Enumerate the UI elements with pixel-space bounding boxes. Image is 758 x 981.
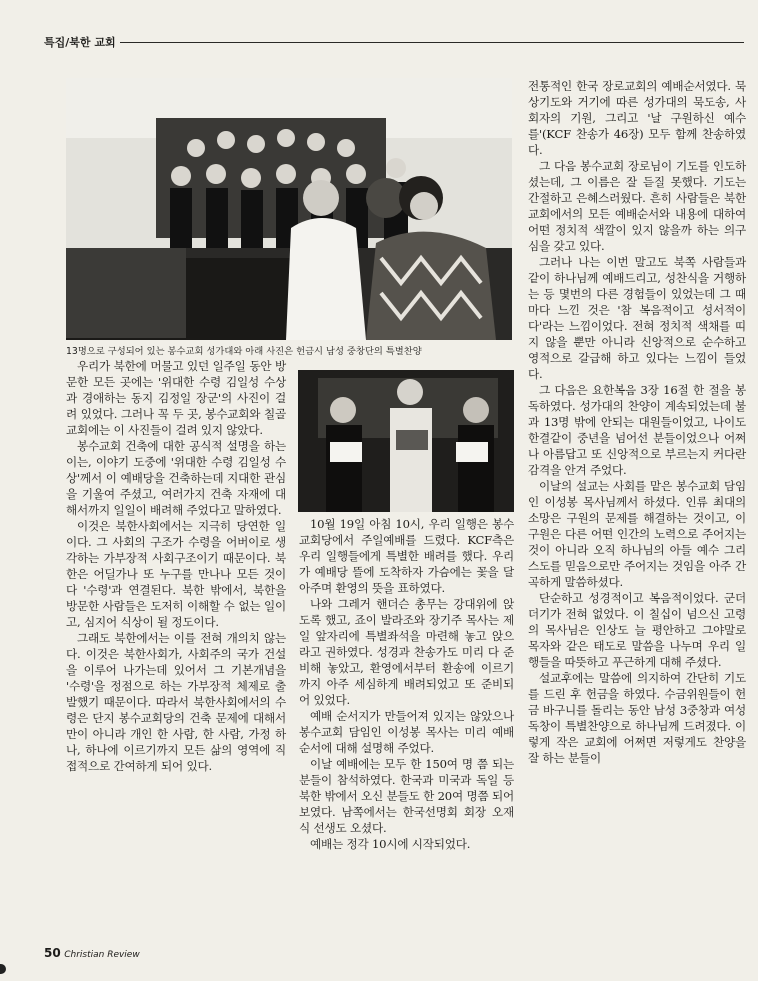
photo-caption: 13명으로 구성되어 있는 봉수교회 성가대와 아래 사진은 헌금시 남성 중창단의 특별찬양 (66, 346, 422, 357)
paragraph: 이날의 설교는 사회를 맡은 봉수교회 담임인 이성봉 목사님께서 하셨다. 인류 최대의 소망은 구원의 문제를 해결하는 것이고, 이 구원은 다른 어떤 인간의 노력으로 주어지는 것이 아니라 오직 하나님의 아들 예수 그리스도를 믿음으로만 주어지는 것임을 아주 간곡하게 말씀하셨다. (528, 479, 746, 589)
paragraph: 예배 순서지가 만들어져 있지는 않았으나 봉수교회 담임인 이성봉 목사는 미리 예배 순서에 대해 설명해 주었다. (299, 709, 514, 755)
choir-photo (66, 78, 512, 340)
page-number: 50 (44, 946, 61, 960)
paragraph: 설교후에는 말씀에 의지하여 간단히 기도를 드린 후 헌금을 하였다. 수금위원들이 헌금 바구니를 돌리는 동안 남성 3중창과 여성 독창이 특별찬양으로 하나님께 드려졌다. 이렇게 작은 교회에 어쩌면 저렇게도 찬양을 잘 하는 분들이 (528, 671, 746, 765)
paragraph: 그 다음 봉수교회 장로님이 기도를 인도하셨는데, 그 이름은 잘 듣질 못했다. 기도는 간절하고 은혜스러웠다. 흔히 사람들은 북한교회에서의 모든 예배순서와 내용에 대하여 어떤 정치적 색깔이 있지 않을까 하는 의구심을 갖고 있다. (528, 159, 746, 253)
paragraph: 그래도 북한에서는 이를 전혀 개의치 않는다. 이것은 북한사회가, 사회주의 국가 건설을 이루어 나가는데 있어서 그 기본개념을 '수령'을 정점으로 하는 가부장적 체제로 출발했기 때문이다. 따라서 북한사회에서의 수령은 단지 봉수교회당의 건축 문제에 대해서만이 아니라 개인 한 사람, 한 사람, 가정 하나, 하나에 이르기까지 모든 삶의 영역에 직접적으로 간여하게 되어 있다. (66, 631, 286, 773)
paragraph: 예배는 정각 10시에 시작되었다. (310, 837, 471, 851)
article-column-3 (528, 78, 746, 766)
paragraph: 이날 예배에는 모두 한 150여 명 쯤 되는 분들이 참석하였다. 한국과 미국과 독일 등 북한 밖에서 오신 분들도 한 20여 명쯤 되어 보였다. 남쪽에서는 한국선명회 회장 오재식 선생도 오셨다. (299, 757, 514, 835)
trio-photo-image (298, 370, 514, 512)
page-footer (44, 946, 140, 960)
paragraph: 단순하고 성경적이고 복음적이었다. 군더더기가 전혀 없었다. 이 칠십이 넘으신 고령의 목사님은 인상도 늘 평안하고 그야말로 목자와 같은 태도로 말씀을 나누며 우리 일행들을 따뜻하고 푸근하게 대해 주셨다. (528, 591, 746, 669)
article-column-1 (66, 358, 286, 774)
header-rule (44, 42, 744, 43)
article-column-2 (299, 516, 514, 852)
paragraph: 그러나 나는 이번 말고도 북쪽 사람들과 같이 하나님께 예배드리고, 성찬식을 거행하는 등 몇번의 다른 경험들이 있었는데 그 때마다 느낀 것은 '참 복음적이고 성서적이다'라는 느낌이었다. 전혀 정치적 색채를 띠지 않을 뿐만 아니라 신앙적으로 순수하고 영적으로 갈급해 하고 있다는 느낌이 들었다. (528, 255, 746, 381)
page-edge-mark (0, 964, 6, 974)
choir-photo-image (66, 78, 512, 340)
publication-name: Christian Review (64, 950, 140, 960)
paragraph: 봉수교회 건축에 대한 공식적 설명을 하는 이는, 이야기 도중에 '위대한 수령 김일성 수상'께서 이 예배당을 건축하는데 지대한 관심을 기울여 주셨고, 여러가지 건축 자재에 대해서까지 일일이 배려해 주었다고 말하였다. (66, 439, 286, 517)
paragraph: 이것은 북한사회에서는 지극히 당연한 일이다. 그 사회의 구조가 수령을 어버이로 생각하는 가부장적 사회구조이기 때문이다. 북한은 어딜가나 또 누구를 만나나 모든 것이 다 '수령'과 연결된다. 북한 밖에서, 북한을 방문한 사람들은 도저히 이해할 수 없는 일이고, 심지어 식상이 될 정도이다. (66, 519, 286, 629)
paragraph: 10월 19일 아침 10시, 우리 일행은 봉수교회당에서 주일예배를 드렸다. KCF측은 우리 일행들에게 특별한 배려를 했다. 우리가 예배당 뜰에 도착하자 가슴에는 꽃을 달아주며 환영의 뜻을 표하였다. (299, 517, 514, 595)
paragraph: 전통적인 한국 장로교회의 예배순서였다. 묵상기도와 거기에 따른 성가대의 묵도송, 사회자의 기원, 그리고 '날 구원하신 예수를'(KCF 찬송가 46장) 모두 함께 찬송하였다. (528, 79, 746, 157)
paragraph: 우리가 북한에 머물고 있던 일주일 동안 방문한 모든 곳에는 '위대한 수령 김일성 수상과 경애하는 동지 김정일 장군'의 사진이 걸려 있었다. 그러나 꼭 두 곳, 봉수교회와 칠골교회에는 이 사진들이 걸려 있지 않았다. (66, 359, 286, 437)
section-header (44, 34, 744, 50)
section-label: 특집/북한 교회 (44, 34, 120, 50)
trio-photo (298, 370, 514, 512)
paragraph: 그 다음은 요한복음 3장 16절 한 절을 봉독하였다. 성가대의 찬양이 계속되었는데 불과 13명 밖에 안되는 대원들이었고, 나이도 한결같이 중년을 넘어선 분들이었으나 어쩌나 아름답고 또 신앙적으로 부르는지 커다란 감격을 안겨 주었다. (528, 383, 746, 477)
paragraph: 나와 그레거 핸더슨 총무는 강대위에 앉도록 했고, 죠이 발라조와 장기주 목사는 제일 앞자리에 특별좌석을 마련해 놓고 앉으라고 권하였다. 성경과 찬송가도 미리 다 준비해 놓았고, 환영에서부터 환송에 이르기까지 아주 세심하게 배려되었고 또 준비되어 있었다. (299, 597, 514, 707)
